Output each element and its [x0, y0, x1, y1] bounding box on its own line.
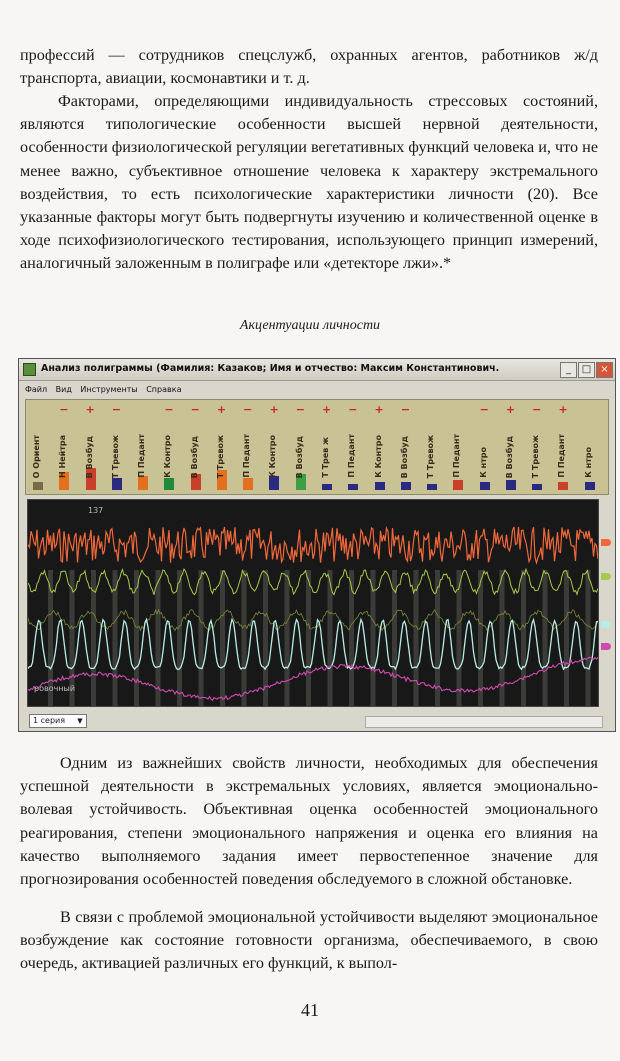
column-sign: −	[479, 403, 489, 416]
series-select-value: 1 серия	[33, 716, 66, 725]
accentuation-column	[295, 404, 307, 492]
paragraph-1: профессий — сотрудников спецслужб, охранных агентов, работников ж/д транспорта, авиации, космонавтики и т. д.	[20, 46, 598, 88]
column-bar	[532, 484, 542, 490]
column-label: П Педант	[137, 434, 147, 478]
column-sign: −	[400, 403, 411, 416]
page-number: 41	[301, 1000, 319, 1020]
column-label: Т Тревож	[531, 434, 541, 478]
column-label: Н Нейтра	[58, 435, 68, 478]
column-sign: +	[505, 403, 516, 416]
stimulus-marker	[220, 570, 225, 706]
stimulus-marker	[177, 570, 182, 706]
column-label: П Педант	[557, 434, 567, 478]
column-bar	[506, 480, 516, 490]
column-sign: −	[190, 403, 200, 416]
stimulus-marker	[134, 570, 139, 706]
column-sign: +	[558, 403, 568, 416]
column-sign: +	[216, 403, 227, 416]
chevron-down-icon: ▼	[77, 717, 83, 725]
accentuation-column	[374, 404, 386, 492]
minimize-icon: _	[560, 362, 577, 378]
column-label: Т Тревож	[426, 434, 436, 478]
menu-tools: Инструменты	[80, 385, 138, 394]
accentuation-column	[190, 404, 202, 492]
polygram-traces	[28, 500, 598, 706]
column-bar	[269, 476, 279, 490]
stimulus-marker	[435, 570, 440, 706]
column-sign: +	[85, 403, 95, 416]
stimulus-marker	[457, 570, 462, 706]
accentuation-column	[321, 404, 333, 492]
stimulus-marker	[478, 570, 483, 706]
column-bar	[375, 482, 385, 490]
column-label: О Ориент	[32, 434, 41, 478]
stimulus-marker	[521, 570, 526, 706]
menu-bar	[19, 382, 615, 398]
column-sign: +	[269, 403, 279, 416]
column-sign: +	[374, 403, 384, 416]
column-sign: −	[243, 403, 253, 416]
column-bar	[348, 484, 358, 490]
column-bar	[480, 482, 490, 490]
accentuation-column	[216, 404, 228, 492]
column-label: В Возбуд	[504, 435, 514, 478]
accentuation-column	[584, 404, 596, 492]
polygram-graph	[27, 499, 599, 707]
column-sign: −	[164, 403, 174, 416]
column-label: К нтро	[583, 447, 593, 478]
column-bar	[427, 484, 437, 490]
trace-marker-cyan	[601, 621, 611, 628]
column-bar	[322, 484, 332, 490]
trace-orange	[28, 527, 598, 563]
accentuation-column	[58, 404, 70, 492]
graph-top-label: 137	[88, 506, 104, 515]
stimulus-marker	[263, 570, 268, 706]
stimulus-marker	[242, 570, 247, 706]
polygraph-window-screenshot	[18, 358, 616, 732]
column-sign: −	[532, 403, 542, 416]
trace-marker-orange	[601, 539, 611, 546]
window-statusbar	[25, 713, 611, 729]
figure-caption: Акцентуации личности	[239, 318, 381, 333]
close-icon: ×	[596, 362, 613, 378]
column-label: К нтро	[478, 447, 488, 478]
accentuation-column	[400, 404, 412, 492]
stimulus-marker	[199, 570, 204, 706]
column-label: Т Тревож	[215, 434, 225, 478]
column-sign: +	[322, 403, 332, 416]
maximize-icon: □	[578, 362, 595, 378]
accentuation-column	[426, 404, 438, 492]
column-bar	[112, 478, 122, 490]
accentuation-column	[85, 404, 97, 492]
accentuation-panel	[25, 399, 609, 495]
column-label: В Возбуд	[294, 435, 304, 478]
trace-marker-magenta	[601, 643, 611, 650]
horizontal-scrollbar	[365, 716, 603, 728]
app-icon	[23, 363, 36, 376]
accentuation-column	[557, 404, 569, 492]
accentuation-column	[505, 404, 517, 492]
column-bar	[138, 476, 148, 490]
column-label: К Контро	[268, 435, 278, 478]
column-label: К Контро	[163, 435, 173, 478]
accentuation-column	[137, 404, 149, 492]
column-sign: −	[295, 403, 305, 416]
stimulus-marker	[564, 570, 569, 706]
column-label: К Контро	[373, 435, 383, 478]
accentuation-column	[452, 404, 464, 492]
column-bar	[164, 478, 174, 490]
column-sign: −	[348, 403, 358, 416]
column-label: П Педант	[347, 434, 357, 478]
accentuation-column	[111, 404, 123, 492]
paragraph-4: В связи с проблемой эмоциональной устойчивости выделяют эмоциональное возбуждение как состояние готовности организма, обеспечиваемого, в свою очередь, активацией различных его функций, к выпол-	[20, 908, 598, 973]
column-sign: −	[111, 403, 122, 416]
stimulus-marker	[156, 570, 161, 706]
column-bar	[401, 482, 411, 490]
stimulus-marker	[586, 570, 591, 706]
accentuation-column	[347, 404, 359, 492]
column-label: В Возбуд	[189, 435, 199, 478]
window-titlebar	[19, 359, 615, 381]
accentuation-column	[242, 404, 254, 492]
column-bar	[243, 478, 253, 490]
column-label: В Возбуд	[399, 435, 409, 478]
column-bar	[33, 482, 43, 490]
accentuation-column	[531, 404, 543, 492]
column-bar	[585, 482, 595, 490]
column-label: Т Тревож	[110, 434, 120, 478]
stimulus-marker	[543, 570, 548, 706]
menu-help: Справка	[146, 385, 182, 394]
paragraph-3: Одним из важнейших свойств личности, необходимых для обеспечения успешной деятельности в экстремальных условиях, является эмоционально-волевая устойчивость. Объективная оценка особенностей эмоционального реагирования, степени эмоционального напряжения и оценка его влияния на качество выполняемого задания имеет первостепенное значение для прогнозирования особенностей поведения обследуемого в сложной обстановке.	[20, 754, 598, 889]
column-label: П Педант	[242, 434, 252, 478]
paragraph-2: Факторами, определяющими индивидуальность стрессовых состояний, являются типологические особенности высшей нервной деятельности, особенности физиологической регуляции вегетативных функций человека и, что не менее важно, субъективное отношение человека к характеру экстремального воздействия, то есть психологические характеристики личности (20). Все указанные факторы могут быть подвергнуты изучению и количественной оценке в ходе психофизиологического тестирования, использующего принцип измерений, аналогичный заложенным в полиграфе или «детекторе лжи».*	[20, 92, 598, 273]
column-label: В Возбуд	[84, 435, 94, 478]
stimulus-marker	[306, 570, 311, 706]
column-bar	[453, 480, 463, 490]
accentuation-column	[268, 404, 280, 492]
menu-view: Вид	[55, 385, 72, 394]
stimulus-marker	[285, 570, 290, 706]
window-title: Анализ полиграммы (Фамилия: Казаков; Имя и отчество: Максим Константинович.	[41, 363, 500, 374]
column-label: Т Трев ж	[321, 437, 330, 478]
menu-file: Файл	[25, 385, 48, 394]
accentuation-column	[32, 404, 44, 492]
accentuation-column	[479, 404, 491, 492]
column-bar	[558, 482, 568, 490]
series-select	[29, 714, 87, 728]
column-sign: −	[59, 403, 69, 416]
graph-bottom-label: ровочный	[34, 684, 76, 693]
accentuation-column	[163, 404, 175, 492]
column-label: П Педант	[452, 434, 462, 478]
trace-marker-green	[601, 573, 611, 580]
